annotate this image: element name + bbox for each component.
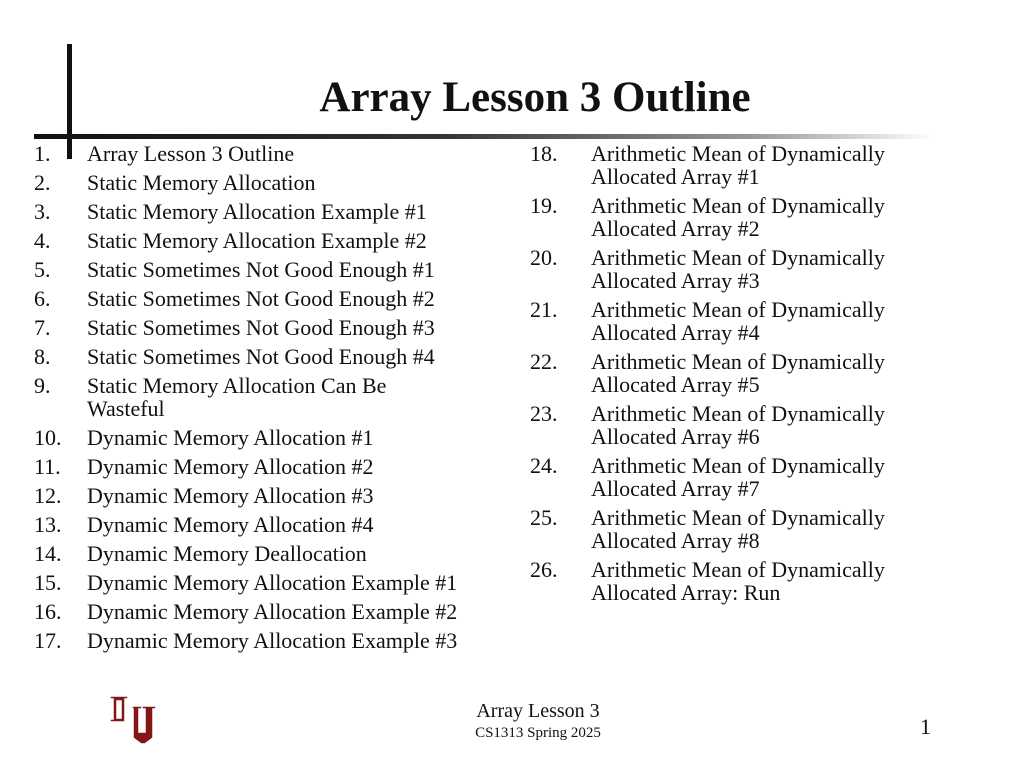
item-number: 26. [530, 557, 558, 582]
outline-item [530, 298, 950, 344]
item-number: 18. [530, 141, 558, 166]
outline-item [34, 316, 487, 339]
footer-subtitle: CS1313 Spring 2025 [475, 725, 601, 741]
item-text: Arithmetic Mean of Dynamically Allocated Array #8 [591, 505, 885, 553]
item-number: 17. [34, 628, 62, 653]
item-text: Static Sometimes Not Good Enough #1 [87, 257, 435, 282]
item-number: 12. [34, 483, 62, 508]
item-text: Static Sometimes Not Good Enough #3 [87, 315, 435, 340]
item-text: Dynamic Memory Deallocation [87, 541, 367, 566]
slide-title: Array Lesson 3 Outline [319, 74, 751, 121]
outline-item [34, 542, 487, 565]
item-text: Arithmetic Mean of Dynamically Allocated Array #4 [591, 297, 885, 345]
outline-item [34, 171, 487, 194]
item-text: Dynamic Memory Allocation Example #3 [87, 628, 458, 653]
item-number: 23. [530, 401, 558, 426]
item-text: Arithmetic Mean of Dynamically Allocated Array #1 [591, 141, 885, 189]
slide-footer [388, 699, 688, 743]
outline-item [34, 484, 487, 507]
item-text: Arithmetic Mean of Dynamically Allocated Array #2 [591, 193, 885, 241]
item-number: 1. [34, 141, 51, 166]
item-number: 6. [34, 286, 51, 311]
item-text: Arithmetic Mean of Dynamically Allocated Array #6 [591, 401, 885, 449]
item-text: Static Memory Allocation Can Be Wasteful [87, 373, 387, 421]
outline-item [530, 194, 950, 240]
item-number: 15. [34, 570, 62, 595]
outline-item [34, 287, 487, 310]
outline-item [34, 200, 487, 223]
item-text: Static Sometimes Not Good Enough #2 [87, 286, 435, 311]
item-number: 4. [34, 228, 51, 253]
outline-item [34, 374, 487, 420]
outline-item [530, 350, 950, 396]
item-number: 20. [530, 245, 558, 270]
item-text: Static Sometimes Not Good Enough #4 [87, 344, 435, 369]
outline-item [34, 345, 487, 368]
outline-item [34, 426, 487, 449]
item-text: Static Memory Allocation Example #2 [87, 228, 427, 253]
item-number: 22. [530, 349, 558, 374]
outline-item [34, 258, 487, 281]
item-number: 8. [34, 344, 51, 369]
outline-item [530, 454, 950, 500]
page-number: 1 [920, 714, 931, 739]
item-number: 7. [34, 315, 51, 340]
item-text: Arithmetic Mean of Dynamically Allocated Array #7 [591, 453, 885, 501]
outline-item [34, 229, 487, 252]
item-number: 24. [530, 453, 558, 478]
item-text: Static Memory Allocation Example #1 [87, 199, 427, 224]
item-text: Dynamic Memory Allocation #1 [87, 425, 374, 450]
item-number: 10. [34, 425, 62, 450]
outline-item [530, 558, 950, 604]
item-number: 9. [34, 373, 51, 398]
outline-item [530, 142, 950, 188]
item-text: Arithmetic Mean of Dynamically Allocated Array: Run [591, 557, 885, 605]
item-number: 2. [34, 170, 51, 195]
item-number: 5. [34, 257, 51, 282]
outline-item [34, 142, 487, 165]
outline-item [530, 402, 950, 448]
item-number: 16. [34, 599, 62, 624]
item-text: Dynamic Memory Allocation Example #2 [87, 599, 458, 624]
item-text: Dynamic Memory Allocation Example #1 [87, 570, 458, 595]
outline-list-right [530, 142, 950, 610]
item-text: Dynamic Memory Allocation #3 [87, 483, 374, 508]
item-number: 25. [530, 505, 558, 530]
item-number: 21. [530, 297, 558, 322]
item-number: 3. [34, 199, 51, 224]
outline-item [34, 455, 487, 478]
ou-logo-icon [108, 688, 158, 750]
outline-list-left [34, 142, 487, 658]
outline-item [34, 513, 487, 536]
outline-item [34, 571, 487, 594]
item-text: Arithmetic Mean of Dynamically Allocated Array #3 [591, 245, 885, 293]
item-text: Array Lesson 3 Outline [87, 141, 295, 166]
title-horizontal-rule [34, 134, 934, 139]
outline-item [530, 246, 950, 292]
item-text: Dynamic Memory Allocation #2 [87, 454, 374, 479]
item-text: Dynamic Memory Allocation #4 [87, 512, 374, 537]
item-number: 13. [34, 512, 62, 537]
outline-item [530, 506, 950, 552]
item-number: 19. [530, 193, 558, 218]
item-number: 14. [34, 541, 62, 566]
outline-item [34, 629, 487, 652]
item-text: Static Memory Allocation [87, 170, 316, 195]
outline-item [34, 600, 487, 623]
item-text: Arithmetic Mean of Dynamically Allocated Array #5 [591, 349, 885, 397]
footer-title: Array Lesson 3 [476, 700, 600, 722]
item-number: 11. [34, 454, 61, 479]
